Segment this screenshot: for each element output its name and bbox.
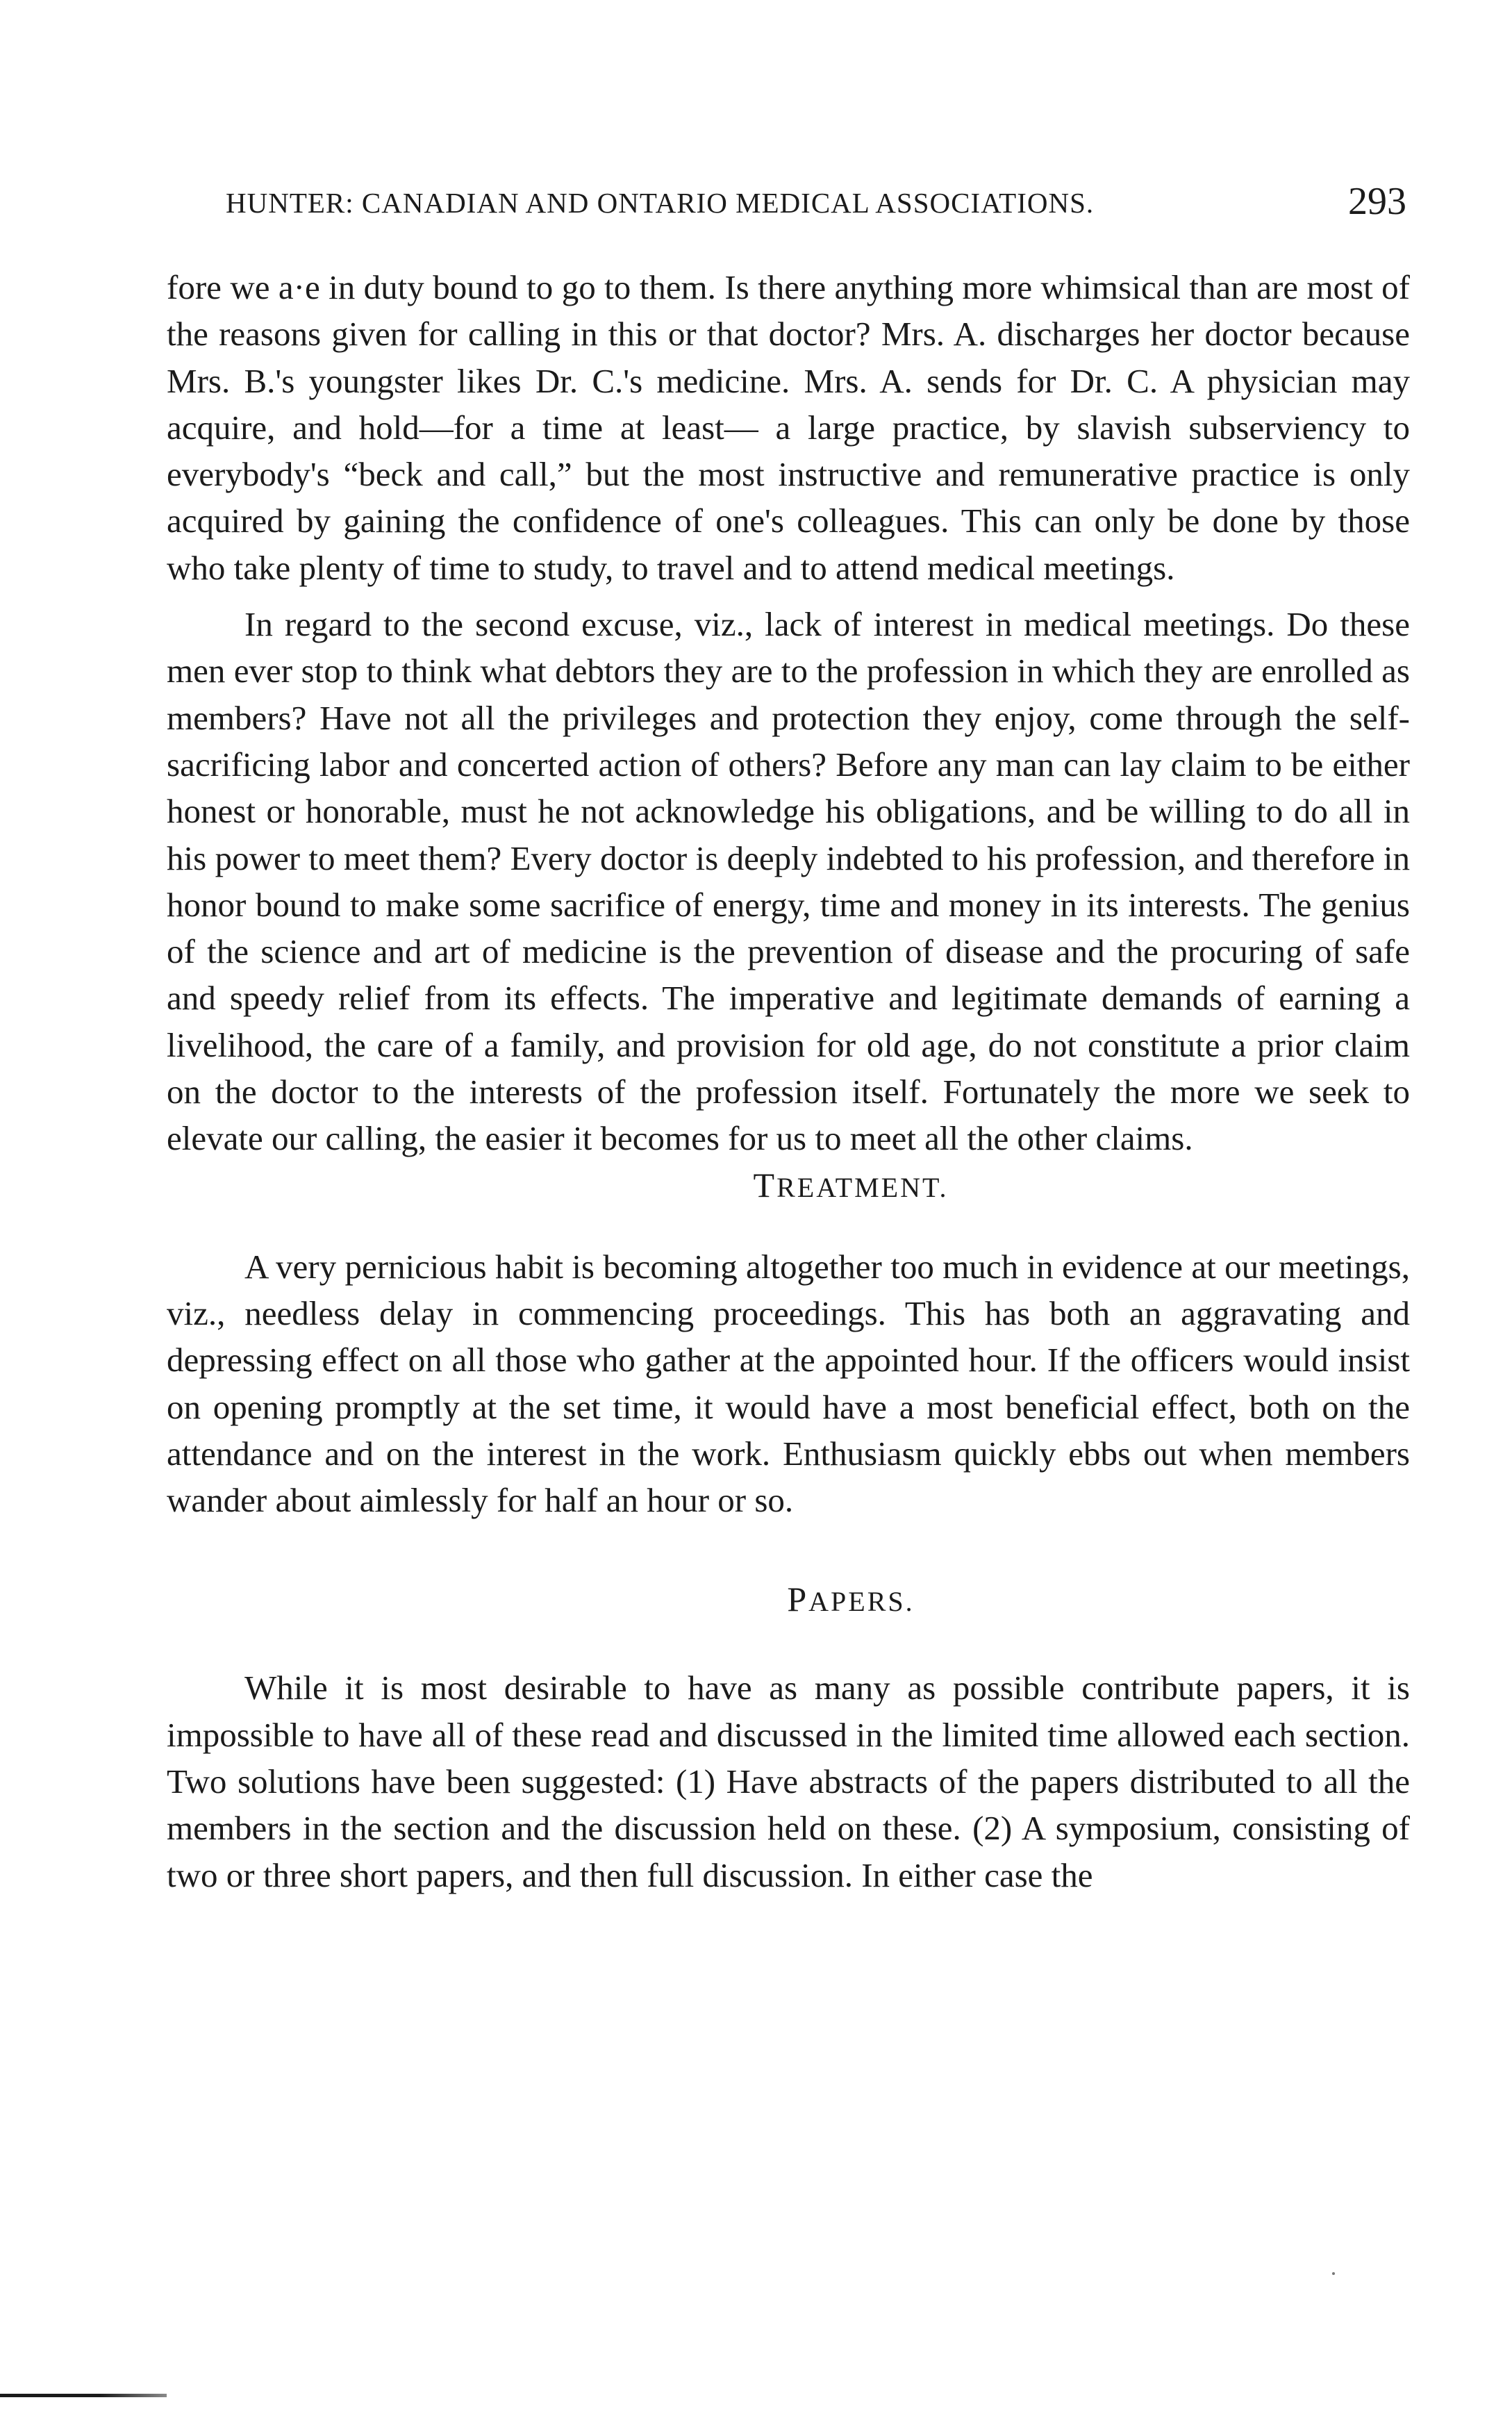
paragraph-treatment: A very pernicious habit is becoming altogether too much in evidence at our meetings, viz., needless delay in commencing proceedings. This has both an aggravating and depressing effect on all those who gather at the appointed hour. If the officers would insist on opening promptly at the set time, it would have a most beneficial effect, both on the attendance and on the interest in the work. Enthusiasm quickly ebbs out when members wander about aimlessly for half an hour or so. xyxy=(167,1247,1410,1520)
paragraph-second-excuse: In regard to the second excuse, viz., lack of interest in medical meetings. Do these men ever stop to think what debtors they are to the profession in which they are enrolled as members? Have not all the privileges and protection they enjoy, come through the self-sacrificing labor and concerted action of others? Before any man can lay claim to be either honest or honorable, must he not acknowledge his obligations, and be willing to do all in his power to meet them? Every doctor is deeply indebted to his profession, and therefore in honor bound to make some sacrifice of energy, time and money in its interests. The genius of the science and art of medicine is the prevention of disease and the procuring of safe and speedy relief from its effects. The imperative and legitimate demands of earning a livelihood, the care of a family, and provision for old age, do not constitute a prior claim on the doctor to the interests of the profession itself. Fortunately the more we seek to elevate our calling, the easier it becomes for us to meet all the other claims. xyxy=(167,605,1410,1158)
page-number: 293 xyxy=(1348,180,1406,223)
section-heading-treatment: TREATMENT. xyxy=(753,1165,949,1205)
paragraph-continued: fore we a·e in duty bound to go to them. Is there anything more whimsical than are most of the reasons given for calling in this or that doctor? Mrs. A. discharges her doctor because Mrs. B.'s youngster likes Dr. C.'s medicine. Mrs. A. sends for Dr. C. A physician may acquire, and hold—for a time at least— a large practice, by slavish subserviency to everybody's “beck and call,” but the most instructive and remunerative practice is only acquired by gaining the confidence of one's colleagues. This can only be done by those who take plenty of time to study, to travel and to attend medical meetings. xyxy=(167,268,1410,587)
running-head: HUNTER: CANADIAN AND ONTARIO MEDICAL ASSOCIATIONS. xyxy=(226,187,1095,219)
paragraph-papers: While it is most desirable to have as many as possible contribute papers, it is impossible to have all of these read and discussed in the limited time allowed each section. Two solutions have been suggested: (1) Have abstracts of the papers distributed to all the members in the section and the discussion held on these. (2) A symposium, consisting of two or three short papers, and then full discussion. In either case the xyxy=(167,1669,1410,1894)
scan-speck xyxy=(1332,2272,1335,2275)
scan-edge-rule xyxy=(0,2394,167,2397)
page-body xyxy=(167,264,1410,1898)
page-header xyxy=(226,179,1406,235)
section-heading-papers: PAPERS. xyxy=(787,1580,915,1619)
